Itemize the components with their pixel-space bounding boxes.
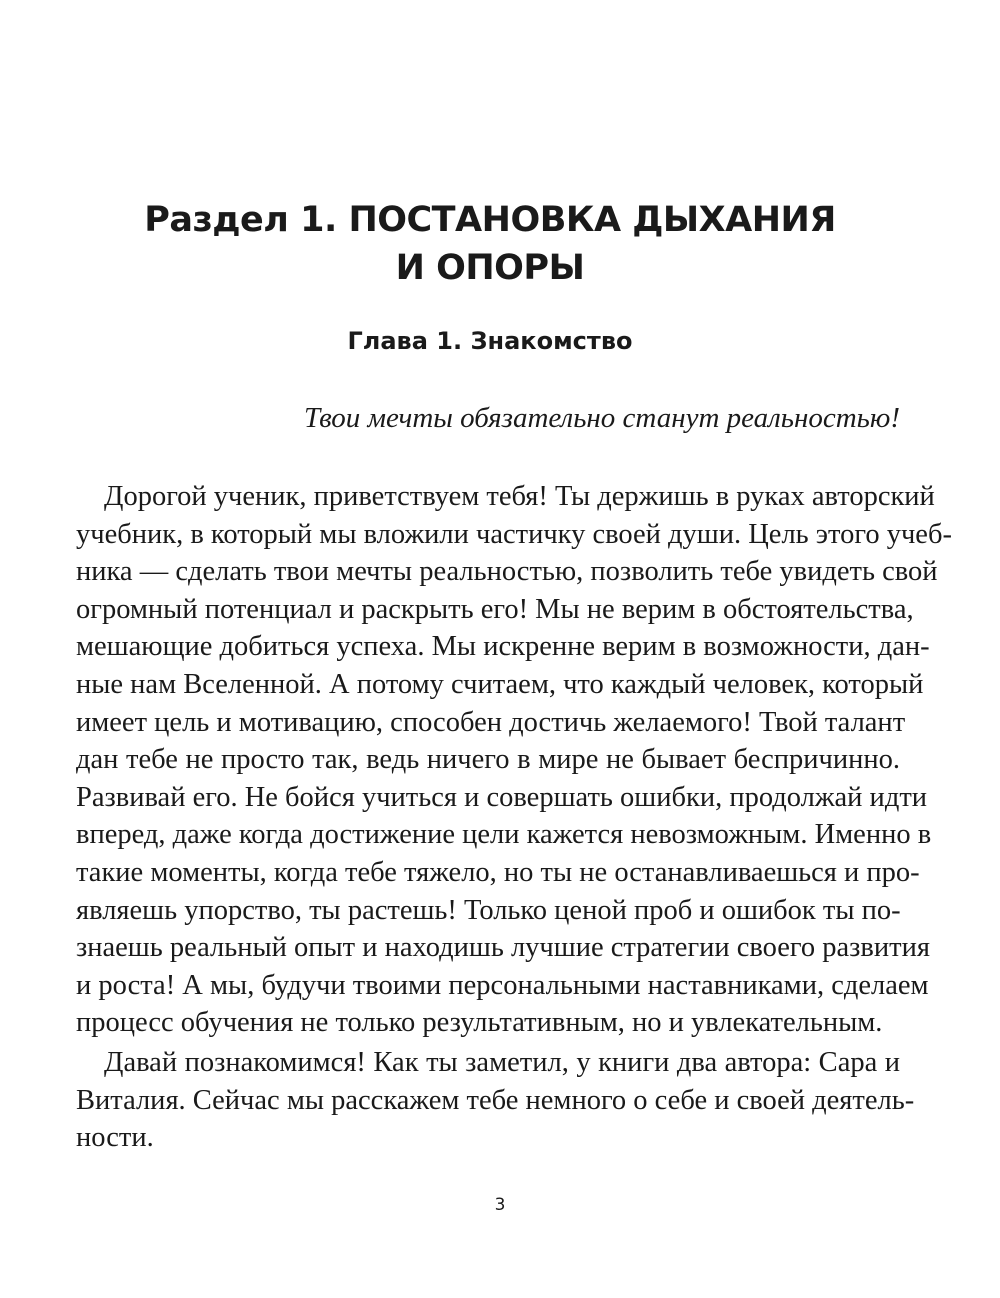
text-line: Виталия. Сейчас мы расскажем тебе немного о себе и своей деятель- [76, 1084, 915, 1116]
text-line: Дорогой ученик, приветствуем тебя! Ты держишь в руках авторский [104, 481, 935, 512]
text-line: ности. [76, 1122, 154, 1154]
text-line: огромный потенциал и раскрыть его! Мы не верим в обстоятельства, [76, 593, 914, 625]
text-line: такие моменты, когда тебе тяжело, но ты не останавливаешься и про- [76, 856, 920, 888]
body-text [76, 478, 952, 1157]
text-line: и роста! А мы, будучи твоими персональными наставниками, сделаем [76, 969, 929, 1001]
page-number: 3 [494, 1195, 506, 1215]
epigraph: Твои мечты обязательно станут реальностью! [303, 402, 900, 434]
text-line: Давай познакомимся! Как ты заметил, у книги два автора: Сара и [104, 1046, 900, 1078]
text-line: ника — сделать твои мечты реальностью, позволить тебе увидеть свой [76, 556, 938, 588]
text-line: Развивай его. Не бойся учиться и совершать ошибки, продолжай идти [76, 781, 928, 813]
text-line: вперед, даже когда достижение цели кажется невозможным. Именно в [76, 819, 932, 851]
text-line: дан тебе не просто так, ведь ничего в мире не бывает беспричинно. [76, 744, 900, 776]
section-title [80, 196, 900, 292]
text-line: имеет цель и мотивацию, способен достичь желаемого! Твой талант [76, 706, 906, 738]
text-line: являешь упорство, ты растешь! Только ценой проб и ошибок ты по- [76, 894, 901, 926]
section-title-line: Раздел 1. ПОСТАНОВКА ДЫХАНИЯ [144, 200, 836, 240]
text-line: процесс обучения не только результативным, но и увлекательным. [76, 1007, 883, 1039]
paragraph [76, 1044, 915, 1157]
chapter-title: Глава 1. Знакомство [347, 327, 633, 355]
text-line: мешающие добиться успеха. Мы искренне верим в возможности, дан- [76, 631, 930, 663]
text-line: учебник, в который мы вложили частичку своей души. Цель этого учеб- [76, 518, 952, 550]
text-line: знаешь реальный опыт и находишь лучшие стратегии своего развития [76, 932, 930, 964]
paragraph [76, 478, 952, 1042]
section-title-line: И ОПОРЫ [395, 248, 585, 288]
text-line: ные нам Вселенной. А потому считаем, что каждый человек, который [76, 668, 924, 700]
